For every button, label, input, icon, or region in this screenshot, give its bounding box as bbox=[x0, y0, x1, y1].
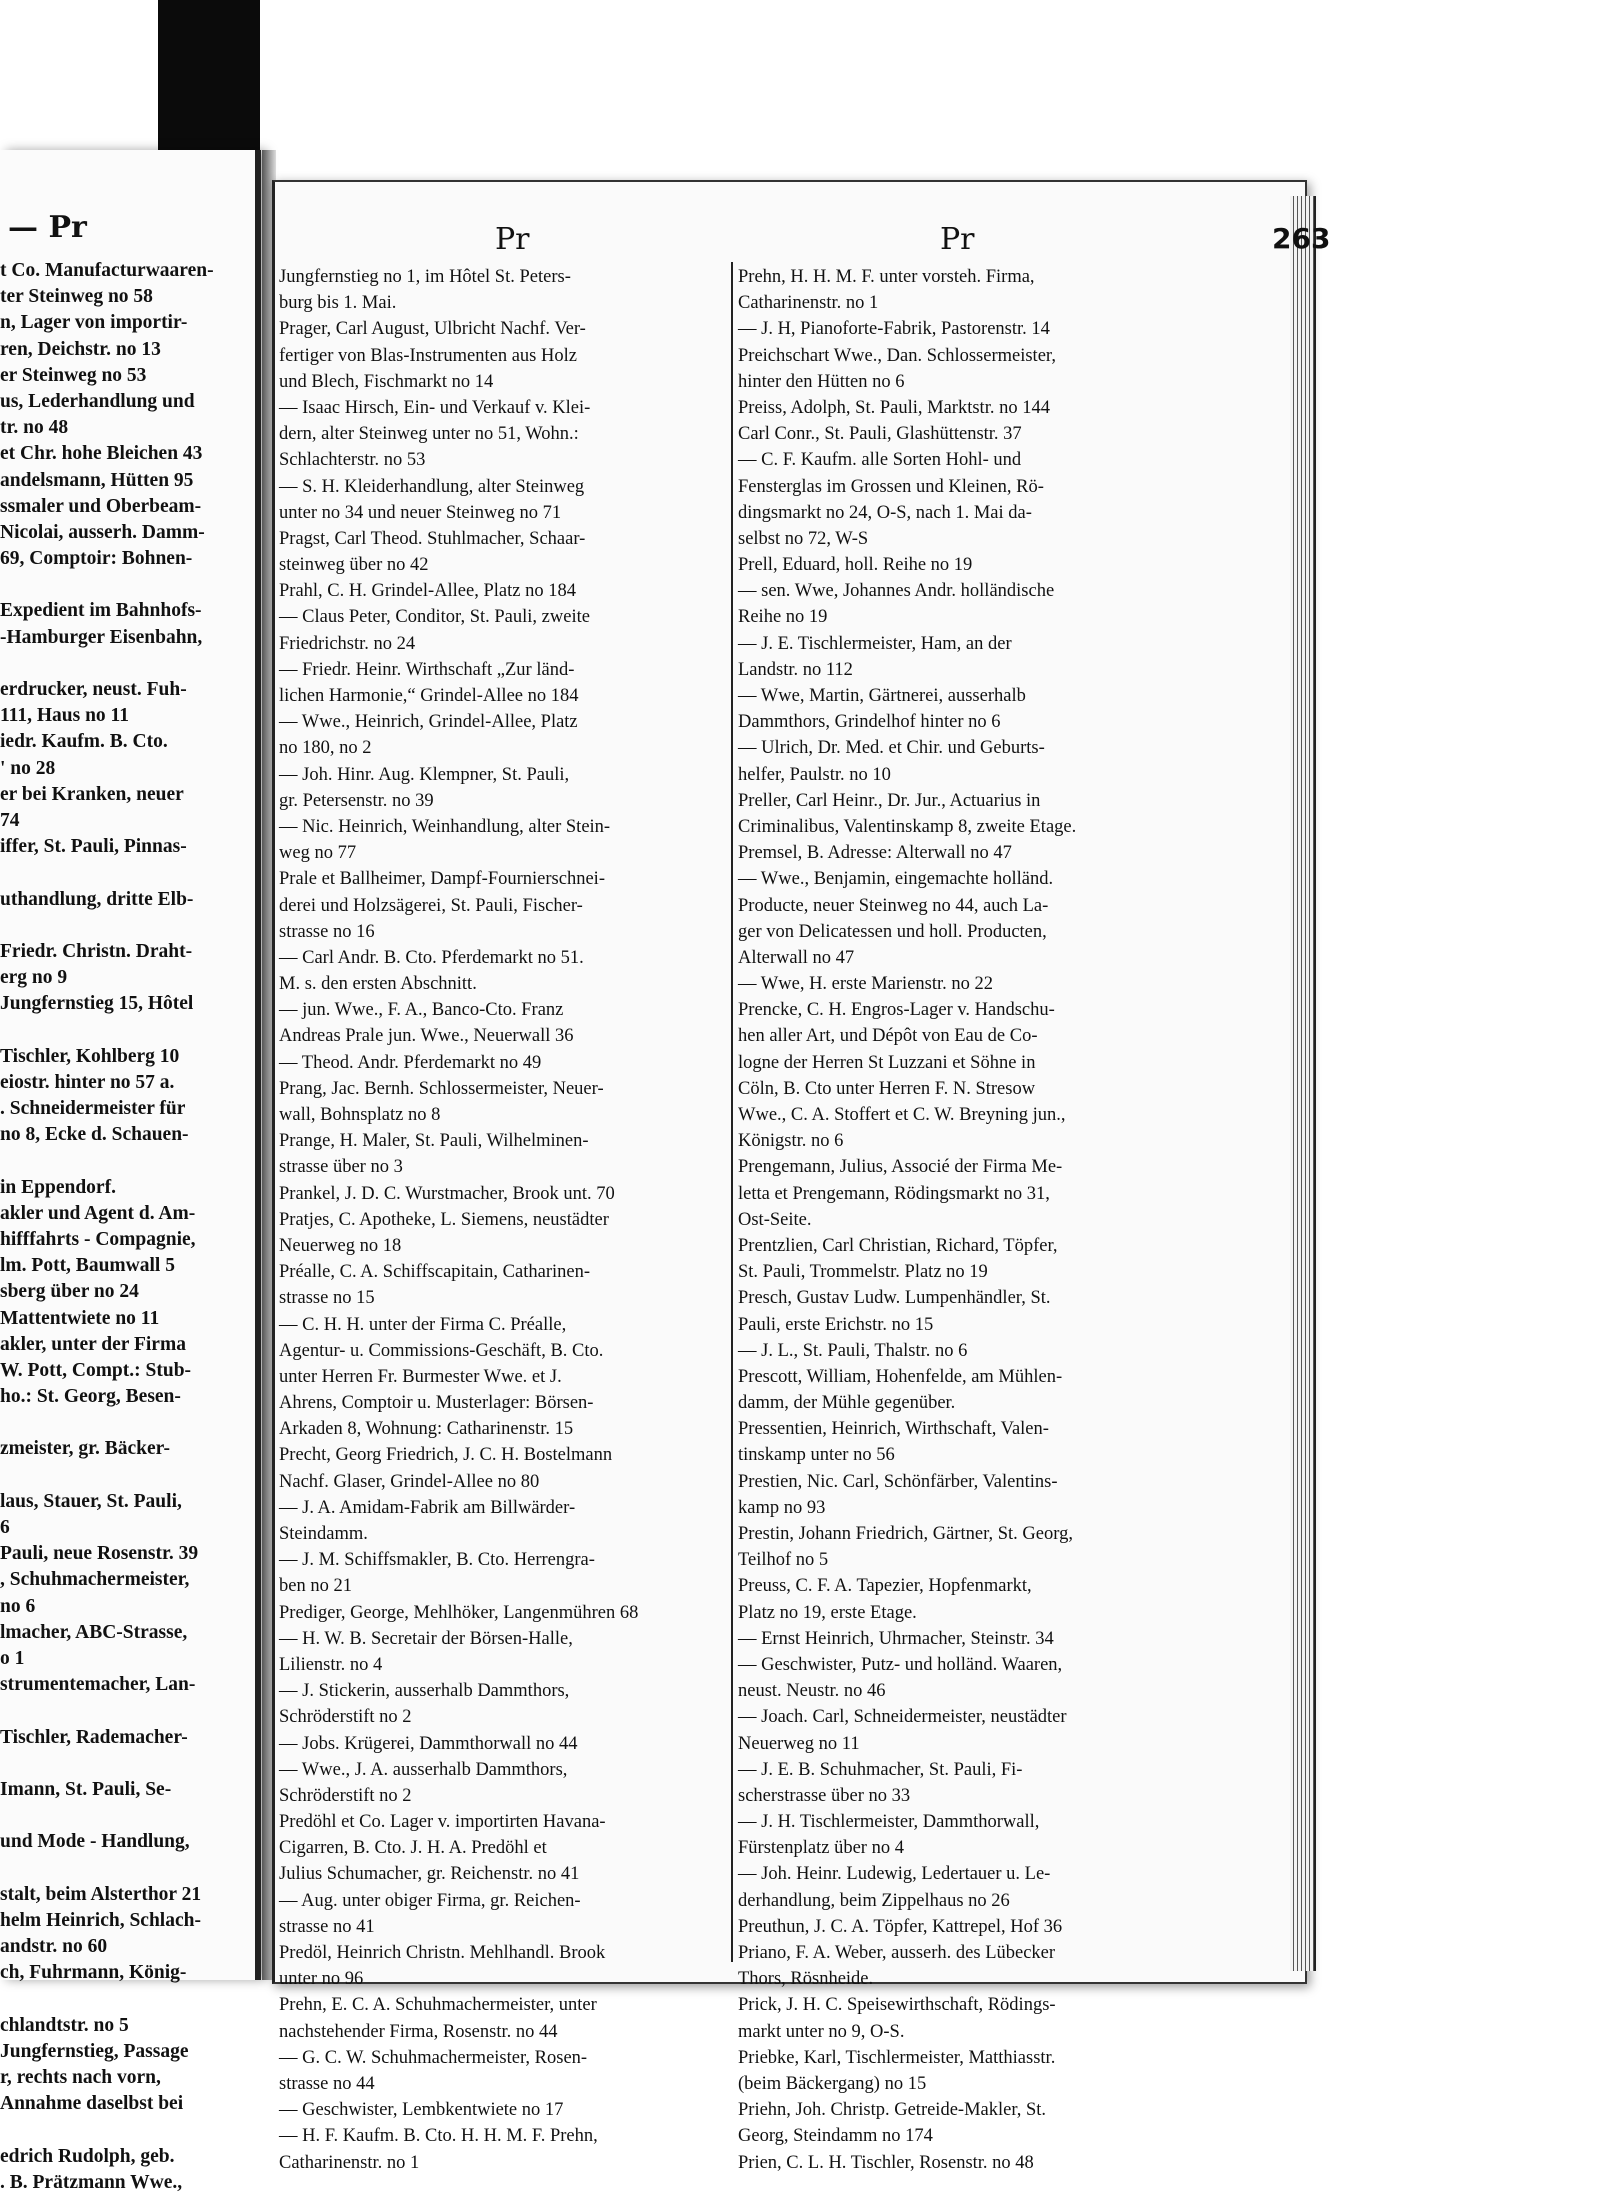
directory-entry-line: no 8, Ecke d. Schauen- bbox=[0, 1124, 189, 1146]
directory-entry-line: Königstr. no 6 bbox=[738, 1131, 844, 1152]
directory-entry-line: Criminalibus, Valentinskamp 8, zweite Etage. bbox=[738, 816, 1077, 837]
directory-entry-line: Prell, Eduard, holl. Reihe no 19 bbox=[738, 555, 973, 576]
directory-entry-line bbox=[0, 1751, 255, 1777]
directory-entry-line: stalt, beim Alsterthor 21 bbox=[0, 1883, 202, 1905]
directory-entry-line: — Ernst Heinrich, Uhrmacher, Steinstr. 34 bbox=[738, 1628, 1054, 1649]
directory-entry-line: Pauli, erste Erichstr. no 15 bbox=[738, 1314, 934, 1335]
directory-entry-line: unter no 96 bbox=[279, 1969, 364, 1990]
directory-entry-line: Prick, J. H. C. Speisewirthschaft, Rödings- bbox=[738, 1995, 1056, 2016]
directory-entry-line: Arkaden 8, Wohnung: Catharinenstr. 15 bbox=[279, 1419, 574, 1440]
directory-entry-line bbox=[0, 1410, 255, 1436]
directory-entry-line bbox=[0, 572, 255, 598]
left-page bbox=[0, 150, 261, 2193]
directory-entry-line: Agentur- u. Commissions-Geschäft, B. Cto. bbox=[279, 1340, 604, 1361]
directory-entry-line bbox=[0, 1698, 255, 1724]
header-left: Pr bbox=[495, 222, 530, 257]
directory-entry-line: weg no 77 bbox=[279, 843, 357, 864]
page-edges bbox=[1290, 196, 1316, 1971]
directory-entry-line: logne der Herren St Luzzani et Söhne in bbox=[738, 1052, 1036, 1073]
directory-entry-line: akler, unter der Firma bbox=[0, 1333, 186, 1355]
directory-entry-line: — G. C. W. Schuhmachermeister, Rosen- bbox=[279, 2047, 588, 2068]
directory-entry-line: helfer, Paulstr. no 10 bbox=[738, 764, 891, 785]
directory-entry-line: 69, Comptoir: Bohnen- bbox=[0, 548, 193, 570]
directory-entry-line: neust. Neustr. no 46 bbox=[738, 1681, 886, 1702]
directory-entry-line: Presch, Gustav Ludw. Lumpenhändler, St. bbox=[738, 1288, 1051, 1309]
directory-entry-line: — H. W. B. Secretair der Börsen-Halle, bbox=[279, 1628, 573, 1649]
directory-entry-line: — Ulrich, Dr. Med. et Chir. und Geburts- bbox=[738, 738, 1045, 759]
directory-entry-line: Preiss, Adolph, St. Pauli, Marktstr. no 144 bbox=[738, 397, 1050, 418]
directory-entry-line: uthandlung, dritte Elb- bbox=[0, 888, 194, 910]
directory-entry-line: nachstehender Firma, Rosenstr. no 44 bbox=[279, 2021, 558, 2042]
directory-entry-line: Mattentwiete no 11 bbox=[0, 1307, 160, 1329]
directory-entry-line: markt unter no 9, O-S. bbox=[738, 2021, 905, 2042]
directory-entry-line: . Schneidermeister für bbox=[0, 1098, 186, 1119]
directory-entry-line: tinskamp unter no 56 bbox=[738, 1445, 895, 1466]
directory-entry-line: Prang, Jac. Bernh. Schlossermeister, Neuer- bbox=[279, 1078, 604, 1099]
directory-entry-line: — C. F. Kaufm. alle Sorten Hohl- und bbox=[738, 450, 1022, 471]
directory-entry-line: steinweg über no 42 bbox=[279, 555, 429, 576]
directory-entry-line: strasse no 44 bbox=[279, 2073, 375, 2094]
directory-column-left bbox=[279, 264, 730, 2176]
directory-entry-line bbox=[0, 913, 255, 939]
directory-entry-line: — Aug. unter obiger Firma, gr. Reichen- bbox=[279, 1890, 581, 1911]
directory-entry-line: — Joh. Heinr. Ludewig, Ledertauer u. Le- bbox=[738, 1864, 1051, 1885]
directory-entry-line: Prahl, C. H. Grindel-Allee, Platz no 184 bbox=[279, 581, 576, 602]
directory-entry-line bbox=[0, 2117, 255, 2143]
directory-entry-line: dingsmarkt no 24, O-S, nach 1. Mai da- bbox=[738, 502, 1032, 523]
directory-entry-line: Priehn, Joh. Christp. Getreide-Makler, St. bbox=[738, 2100, 1047, 2121]
directory-entry-line: hifffahrts - Compagnie, bbox=[0, 1228, 196, 1250]
directory-entry-line: 111, Haus no 11 bbox=[0, 705, 129, 727]
directory-entry-line bbox=[0, 1986, 255, 2012]
directory-entry-line bbox=[0, 1803, 255, 1829]
directory-entry-line: Prager, Carl August, Ulbricht Nachf. Ver- bbox=[279, 319, 586, 340]
directory-entry-line: r, rechts nach vorn, bbox=[0, 2066, 161, 2088]
directory-entry-line: ch, Fuhrmann, König- bbox=[0, 1962, 187, 1984]
directory-entry-line: selbst no 72, W-S bbox=[738, 528, 869, 549]
directory-entry-line: — jun. Wwe., F. A., Banco-Cto. Franz bbox=[279, 1000, 564, 1021]
directory-entry-line: Prestien, Nic. Carl, Schönfärber, Valentins- bbox=[738, 1471, 1058, 1492]
directory-entry-line: — J. A. Amidam-Fabrik am Billwärder- bbox=[279, 1497, 576, 1518]
directory-entry-line: Prestin, Johann Friedrich, Gärtner, St. Georg, bbox=[738, 1524, 1073, 1544]
directory-entry-line: -Hamburger Eisenbahn, bbox=[0, 626, 203, 648]
page-number: 263 bbox=[1272, 222, 1331, 255]
directory-entry-line: gr. Petersenstr. no 39 bbox=[279, 790, 434, 811]
left-page-text bbox=[0, 258, 255, 2196]
directory-entry-line: Prien, C. L. H. Tischler, Rosenstr. no 48 bbox=[738, 2152, 1034, 2173]
directory-entry-line: ren, Deichstr. no 13 bbox=[0, 338, 161, 360]
directory-entry-line: — Joach. Carl, Schneidermeister, neustädter bbox=[738, 1707, 1067, 1728]
directory-entry-line: Andreas Prale jun. Wwe., Neuerwall 36 bbox=[279, 1026, 574, 1047]
directory-entry-line: Pragst, Carl Theod. Stuhlmacher, Schaar- bbox=[279, 528, 586, 549]
directory-entry-line: — Nic. Heinrich, Weinhandlung, alter Stein- bbox=[279, 816, 611, 837]
directory-entry-line: Neuerweg no 18 bbox=[279, 1235, 402, 1256]
directory-entry-line: Prentzlien, Carl Christian, Richard, Töpfer, bbox=[738, 1235, 1058, 1256]
directory-entry-line: Prehn, H. H. M. F. unter vorsteh. Firma, bbox=[738, 267, 1035, 287]
directory-entry-line: burg bis 1. Mai. bbox=[279, 293, 397, 314]
directory-entry-line: Dammthors, Grindelhof hinter no 6 bbox=[738, 712, 1001, 733]
directory-entry-line: — H. F. Kaufm. B. Cto. H. H. M. F. Prehn, bbox=[279, 2126, 598, 2147]
directory-entry-line: Prankel, J. D. C. Wurstmacher, Brook unt. 70 bbox=[279, 1183, 615, 1204]
directory-entry-line: Thors, Rösnheide. bbox=[738, 1969, 874, 1990]
directory-entry-line: Priebke, Karl, Tischlermeister, Matthiasstr. bbox=[738, 2047, 1056, 2068]
directory-entry-line: ho.: St. Georg, Besen- bbox=[0, 1386, 181, 1408]
directory-entry-line: n, Lager von importir- bbox=[0, 312, 188, 334]
directory-entry-line: — Geschwister, Lembkentwiete no 17 bbox=[279, 2100, 564, 2121]
directory-entry-line: hen aller Art, und Dépôt von Eau de Co- bbox=[738, 1026, 1038, 1047]
directory-entry-line: Prengemann, Julius, Associé der Firma Me- bbox=[738, 1157, 1063, 1178]
directory-entry-line: erdrucker, neust. Fuh- bbox=[0, 679, 187, 700]
directory-entry-line: Ahrens, Comptoir u. Musterlager: Börsen- bbox=[279, 1393, 594, 1414]
directory-entry-line: er Steinweg no 53 bbox=[0, 364, 147, 386]
directory-entry-line: no 6 bbox=[0, 1595, 36, 1617]
directory-entry-line: Preuss, C. F. A. Tapezier, Hopfenmarkt, bbox=[738, 1576, 1032, 1597]
directory-entry-line: — Friedr. Heinr. Wirthschaft „Zur länd- bbox=[279, 659, 575, 680]
directory-entry-line bbox=[0, 1148, 255, 1174]
directory-entry-line: hinter den Hütten no 6 bbox=[738, 371, 905, 392]
directory-entry-line: damm, der Mühle gegenüber. bbox=[738, 1393, 956, 1414]
directory-entry-line: Predöl, Heinrich Christn. Mehlhandl. Brook bbox=[279, 1943, 606, 1963]
directory-entry-line: Prencke, C. H. Engros-Lager v. Handschu- bbox=[738, 1000, 1055, 1021]
directory-entry-line: Teilhof no 5 bbox=[738, 1550, 829, 1571]
directory-entry-line: Neuerweg no 11 bbox=[738, 1733, 860, 1754]
column-divider bbox=[731, 262, 733, 1962]
directory-entry-line: wall, Bohnsplatz no 8 bbox=[279, 1105, 441, 1125]
directory-entry-line: Precht, Georg Friedrich, J. C. H. Bostelmann bbox=[279, 1445, 613, 1466]
directory-entry-line: Friedrichstr. no 24 bbox=[279, 633, 416, 654]
directory-entry-line: Jungfernstieg, Passage bbox=[0, 2040, 189, 2062]
directory-entry-line: — J. E. Tischlermeister, Ham, an der bbox=[738, 633, 1012, 654]
header-right: Pr bbox=[940, 222, 975, 257]
directory-entry-line: laus, Stauer, St. Pauli, bbox=[0, 1490, 182, 1512]
directory-entry-line: — Jobs. Krügerei, Dammthorwall no 44 bbox=[279, 1733, 578, 1754]
directory-entry-line: us, Lederhandlung und bbox=[0, 390, 195, 412]
directory-entry-line: — Wwe, H. erste Marienstr. no 22 bbox=[738, 974, 994, 995]
directory-entry-line: et Chr. hohe Bleichen 43 bbox=[0, 443, 203, 465]
directory-entry-line: erg no 9 bbox=[0, 967, 68, 989]
directory-entry-line: zmeister, gr. Bäcker- bbox=[0, 1438, 171, 1460]
directory-entry-line: lm. Pott, Baumwall 5 bbox=[0, 1255, 175, 1277]
directory-entry-line: strasse no 15 bbox=[279, 1288, 375, 1309]
directory-entry-line: t Co. Manufacturwaaren- bbox=[0, 260, 214, 281]
directory-entry-line: Premsel, B. Adresse: Alterwall no 47 bbox=[738, 843, 1012, 864]
directory-entry-line: akler und Agent d. Am- bbox=[0, 1202, 196, 1224]
directory-entry-line: und Mode - Handlung, bbox=[0, 1831, 190, 1853]
directory-entry-line: Pauli, neue Rosenstr. 39 bbox=[0, 1543, 199, 1565]
directory-entry-line: strasse no 16 bbox=[279, 921, 375, 942]
directory-entry-line: W. Pott, Compt.: Stub- bbox=[0, 1359, 192, 1381]
directory-entry-line: derei und Holzsägerei, St. Pauli, Fischer- bbox=[279, 895, 583, 916]
directory-entry-line: o 1 bbox=[0, 1647, 25, 1669]
directory-entry-line: — J. Stickerin, ausserhalb Dammthors, bbox=[279, 1681, 570, 1702]
directory-entry-line: ssmaler und Oberbeam- bbox=[0, 495, 202, 517]
directory-entry-line: unter no 34 und neuer Steinweg no 71 bbox=[279, 502, 562, 523]
directory-entry-line: Reihe no 19 bbox=[738, 607, 828, 628]
directory-entry-line: strasse no 41 bbox=[279, 1916, 375, 1937]
directory-entry-line: Ost-Seite. bbox=[738, 1209, 812, 1230]
directory-entry-line: strumentemacher, Lan- bbox=[0, 1674, 196, 1696]
directory-entry-line: . B. Prätzmann Wwe., bbox=[0, 2171, 183, 2193]
directory-entry-line: Cöln, B. Cto unter Herren F. N. Stresow bbox=[738, 1078, 1036, 1099]
directory-entry-line: Schröderstift no 2 bbox=[279, 1707, 412, 1728]
directory-entry-line: andelsmann, Hütten 95 bbox=[0, 469, 194, 491]
directory-entry-line: ger von Delicatessen und holl. Producten, bbox=[738, 921, 1047, 942]
directory-entry-line: Tischler, Rademacher- bbox=[0, 1726, 188, 1748]
directory-entry-line: edrich Rudolph, geb. bbox=[0, 2145, 175, 2167]
directory-entry-line: — Carl Andr. B. Cto. Pferdemarkt no 51. bbox=[279, 947, 584, 968]
directory-entry-line: Fensterglas im Grossen und Kleinen, Rö- bbox=[738, 476, 1044, 497]
directory-entry-line: lmacher, ABC-Strasse, bbox=[0, 1621, 188, 1643]
directory-entry-line: Prale et Ballheimer, Dampf-Fournierschnei- bbox=[279, 869, 605, 890]
directory-entry-line: Preuthun, J. C. A. Töpfer, Kattrepel, Hof 36 bbox=[738, 1916, 1063, 1937]
directory-entry-line: — Theod. Andr. Pferdemarkt no 49 bbox=[279, 1052, 542, 1073]
directory-entry-line: letta et Prengemann, Rödingsmarkt no 31, bbox=[738, 1183, 1050, 1204]
directory-entry-line: derhandlung, beim Zippelhaus no 26 bbox=[738, 1890, 1010, 1911]
directory-entry-line: (beim Bäckergang) no 15 bbox=[738, 2073, 927, 2094]
directory-entry-line: helm Heinrich, Schlach- bbox=[0, 1909, 201, 1931]
directory-entry-line: lichen Harmonie,“ Grindel-Allee no 184 bbox=[279, 686, 579, 706]
directory-entry-line: Jungfernstieg 15, Hôtel bbox=[0, 993, 194, 1015]
directory-entry-line: eiostr. hinter no 57 a. bbox=[0, 1071, 175, 1093]
directory-entry-line: — Geschwister, Putz- und holländ. Waaren, bbox=[738, 1654, 1063, 1675]
directory-entry-line: Nicolai, ausserh. Damm- bbox=[0, 521, 205, 543]
directory-entry-line: strasse über no 3 bbox=[279, 1157, 403, 1178]
directory-entry-line: Fürstenplatz über no 4 bbox=[738, 1838, 904, 1859]
directory-entry-line: iedr. Kaufm. B. Cto. bbox=[0, 731, 168, 753]
directory-entry-line bbox=[0, 1463, 255, 1489]
directory-entry-line: 6 bbox=[0, 1517, 10, 1538]
directory-entry-line: Steindamm. bbox=[279, 1524, 368, 1544]
directory-entry-line: Predöhl et Co. Lager v. importirten Havana- bbox=[279, 1812, 606, 1833]
directory-entry-line: Preichschart Wwe., Dan. Schlossermeister, bbox=[738, 345, 1056, 366]
directory-entry-line: Georg, Steindamm no 174 bbox=[738, 2126, 933, 2147]
directory-entry-line: — sen. Wwe, Johannes Andr. holländische bbox=[738, 581, 1055, 602]
directory-entry-line: Prescott, William, Hohenfelde, am Mühlen- bbox=[738, 1366, 1063, 1387]
directory-entry-line: fertiger von Blas-Instrumenten aus Holz bbox=[279, 345, 577, 366]
directory-entry-line: Platz no 19, erste Etage. bbox=[738, 1602, 917, 1623]
directory-entry-line: Expedient im Bahnhofs- bbox=[0, 600, 202, 622]
directory-entry-line: — S. H. Kleiderhandlung, alter Steinweg bbox=[279, 476, 585, 497]
directory-entry-line: Landstr. no 112 bbox=[738, 659, 853, 680]
directory-entry-line: Préalle, C. A. Schiffscapitain, Catharinen- bbox=[279, 1262, 590, 1283]
directory-entry-line: ter Steinweg no 58 bbox=[0, 286, 153, 308]
directory-entry-line: sberg über no 24 bbox=[0, 1281, 139, 1303]
directory-entry-line: er bei Kranken, neuer bbox=[0, 783, 184, 805]
directory-entry-line: Priano, F. A. Weber, ausserh. des Lübecker bbox=[738, 1943, 1056, 1963]
directory-entry-line: , Schuhmachermeister, bbox=[0, 1569, 190, 1591]
directory-entry-line: dern, alter Steinweg unter no 51, Wohn.: bbox=[279, 424, 579, 445]
directory-entry-line: — Joh. Hinr. Aug. Klempner, St. Pauli, bbox=[279, 764, 570, 785]
directory-entry-line bbox=[0, 1017, 255, 1043]
directory-entry-line: Lilienstr. no 4 bbox=[279, 1654, 383, 1675]
left-page-header: — Pr bbox=[8, 210, 87, 245]
directory-entry-line: und Blech, Fischmarkt no 14 bbox=[279, 371, 494, 392]
directory-entry-line: Pressentien, Heinrich, Wirthschaft, Valen- bbox=[738, 1419, 1049, 1440]
directory-entry-line: Catharinenstr. no 1 bbox=[279, 2152, 420, 2173]
directory-entry-line: — Wwe., Benjamin, eingemachte holländ. bbox=[738, 869, 1054, 890]
directory-entry-line: — Wwe., J. A. ausserhalb Dammthors, bbox=[279, 1759, 568, 1780]
directory-entry-line: — Isaac Hirsch, Ein- und Verkauf v. Klei- bbox=[279, 397, 591, 418]
directory-entry-line: Imann, St. Pauli, Se- bbox=[0, 1778, 172, 1800]
directory-entry-line: Tischler, Kohlberg 10 bbox=[0, 1045, 180, 1067]
directory-entry-line: ' no 28 bbox=[0, 757, 56, 779]
directory-entry-line: Alterwall no 47 bbox=[738, 947, 855, 968]
directory-entry-line bbox=[0, 860, 255, 886]
directory-entry-line: M. s. den ersten Abschnitt. bbox=[279, 974, 477, 995]
directory-entry-line: scherstrasse über no 33 bbox=[738, 1785, 911, 1806]
directory-entry-line: Prange, H. Maler, St. Pauli, Wilhelminen- bbox=[279, 1131, 589, 1152]
directory-entry-line: Friedr. Christn. Draht- bbox=[0, 940, 193, 962]
directory-entry-line: Nachf. Glaser, Grindel-Allee no 80 bbox=[279, 1471, 540, 1492]
directory-entry-line: Prehn, E. C. A. Schuhmachermeister, unter bbox=[279, 1995, 597, 2016]
directory-entry-line: — J. M. Schiffsmakler, B. Cto. Herrengra- bbox=[279, 1550, 595, 1571]
directory-entry-line: kamp no 93 bbox=[738, 1497, 826, 1518]
directory-entry-line: chlandtstr. no 5 bbox=[0, 2014, 129, 2036]
directory-entry-line: andstr. no 60 bbox=[0, 1936, 108, 1957]
running-header bbox=[272, 222, 1331, 262]
directory-entry-line: ben no 21 bbox=[279, 1576, 352, 1597]
directory-entry-line: Prediger, George, Mehlhöker, Langenmühren 68 bbox=[279, 1602, 639, 1623]
directory-entry-line: — J. L., St. Pauli, Thalstr. no 6 bbox=[738, 1340, 968, 1361]
directory-entry-line: Carl Conr., St. Pauli, Glashüttenstr. 37 bbox=[738, 424, 1022, 445]
directory-entry-line: tr. no 48 bbox=[0, 417, 69, 439]
directory-entry-line: Schröderstift no 2 bbox=[279, 1785, 412, 1806]
directory-entry-line: St. Pauli, Trommelstr. Platz no 19 bbox=[738, 1262, 988, 1283]
directory-entry-line: Cigarren, B. Cto. J. H. A. Predöhl et bbox=[279, 1838, 547, 1859]
directory-entry-line: Catharinenstr. no 1 bbox=[738, 293, 879, 314]
directory-entry-line: iffer, St. Pauli, Pinnas- bbox=[0, 836, 187, 858]
directory-entry-line: Pratjes, C. Apotheke, L. Siemens, neustädter bbox=[279, 1209, 609, 1230]
directory-entry-line: — C. H. H. unter der Firma C. Préalle, bbox=[279, 1314, 567, 1335]
directory-entry-line: — Wwe., Heinrich, Grindel-Allee, Platz bbox=[279, 712, 578, 733]
directory-column-right bbox=[738, 264, 1280, 2176]
directory-entry-line: 74 bbox=[0, 809, 20, 831]
directory-entry-line: Annahme daselbst bei bbox=[0, 2093, 184, 2115]
directory-entry-line: unter Herren Fr. Burmester Wwe. et J. bbox=[279, 1366, 562, 1387]
directory-entry-line bbox=[0, 1855, 255, 1881]
directory-entry-line: Jungfernstieg no 1, im Hôtel St. Peters- bbox=[279, 267, 571, 287]
directory-entry-line: Wwe., C. A. Stoffert et C. W. Breyning jun., bbox=[738, 1105, 1066, 1125]
directory-entry-line: in Eppendorf. bbox=[0, 1176, 116, 1198]
directory-entry-line: — J. H, Pianoforte-Fabrik, Pastorenstr. 14 bbox=[738, 319, 1050, 340]
directory-entry-line: Producte, neuer Steinweg no 44, auch La- bbox=[738, 895, 1049, 916]
directory-entry-line: Julius Schumacher, gr. Reichenstr. no 41 bbox=[279, 1864, 580, 1885]
directory-entry-line: — J. E. B. Schuhmacher, St. Pauli, Fi- bbox=[738, 1759, 1023, 1780]
directory-entry-line: Schlachterstr. no 53 bbox=[279, 450, 426, 471]
directory-entry-line: no 180, no 2 bbox=[279, 738, 372, 759]
directory-entry-line bbox=[0, 651, 255, 677]
directory-entry-line: — Wwe, Martin, Gärtnerei, ausserhalb bbox=[738, 686, 1026, 706]
directory-entry-line: Preller, Carl Heinr., Dr. Jur., Actuarius in bbox=[738, 790, 1041, 811]
directory-entry-line: — Claus Peter, Conditor, St. Pauli, zweite bbox=[279, 607, 590, 628]
directory-entry-line: — J. H. Tischlermeister, Dammthorwall, bbox=[738, 1812, 1040, 1833]
